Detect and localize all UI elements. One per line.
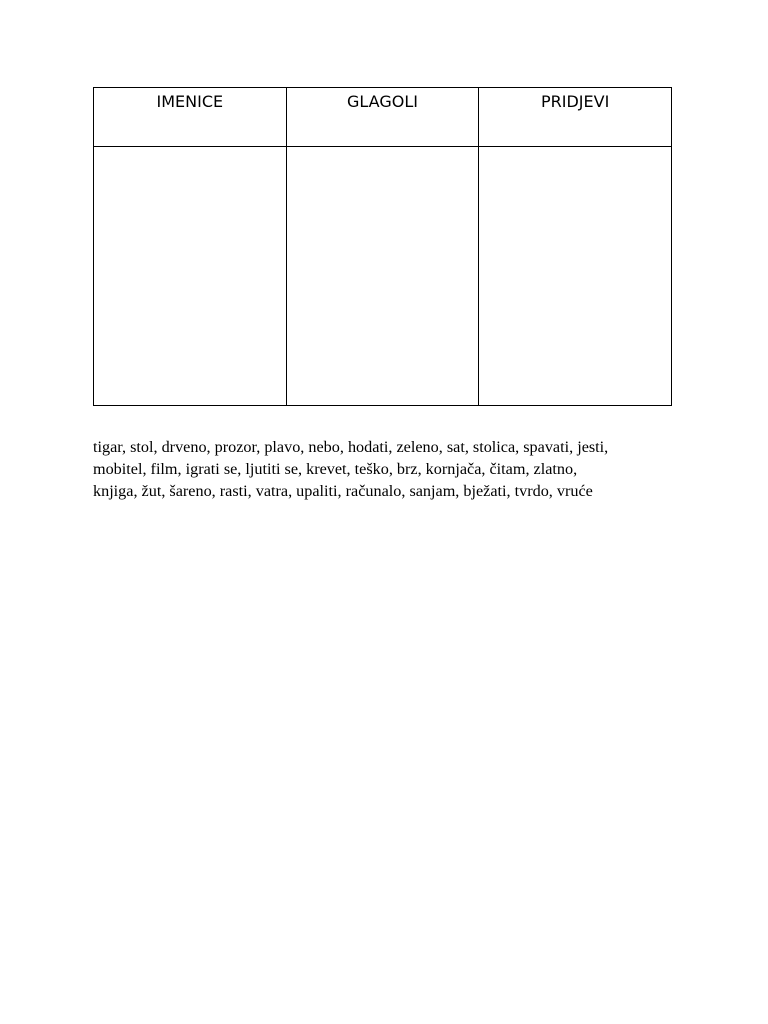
- header-glagoli: GLAGOLI: [286, 88, 479, 147]
- answer-cell-pridjevi: [479, 147, 672, 406]
- word-list-paragraph: [93, 436, 683, 502]
- table-answer-row: [94, 147, 672, 406]
- header-imenice: IMENICE: [94, 88, 287, 147]
- answer-cell-imenice: [94, 147, 287, 406]
- answer-cell-glagoli: [286, 147, 479, 406]
- word-list-line: knjiga, žut, šareno, rasti, vatra, upaliti, računalo, sanjam, bježati, tvrdo, vruće: [93, 482, 593, 500]
- word-list-line: tigar, stol, drveno, prozor, plavo, nebo, hodati, zeleno, sat, stolica, spavati, jesti,: [93, 438, 609, 456]
- table-header-row: [94, 88, 672, 147]
- header-pridjevi: PRIDJEVI: [479, 88, 672, 147]
- word-classification-table: [93, 87, 672, 406]
- word-list-line: mobitel, film, igrati se, ljutiti se, krevet, teško, brz, kornjača, čitam, zlatno,: [93, 460, 578, 478]
